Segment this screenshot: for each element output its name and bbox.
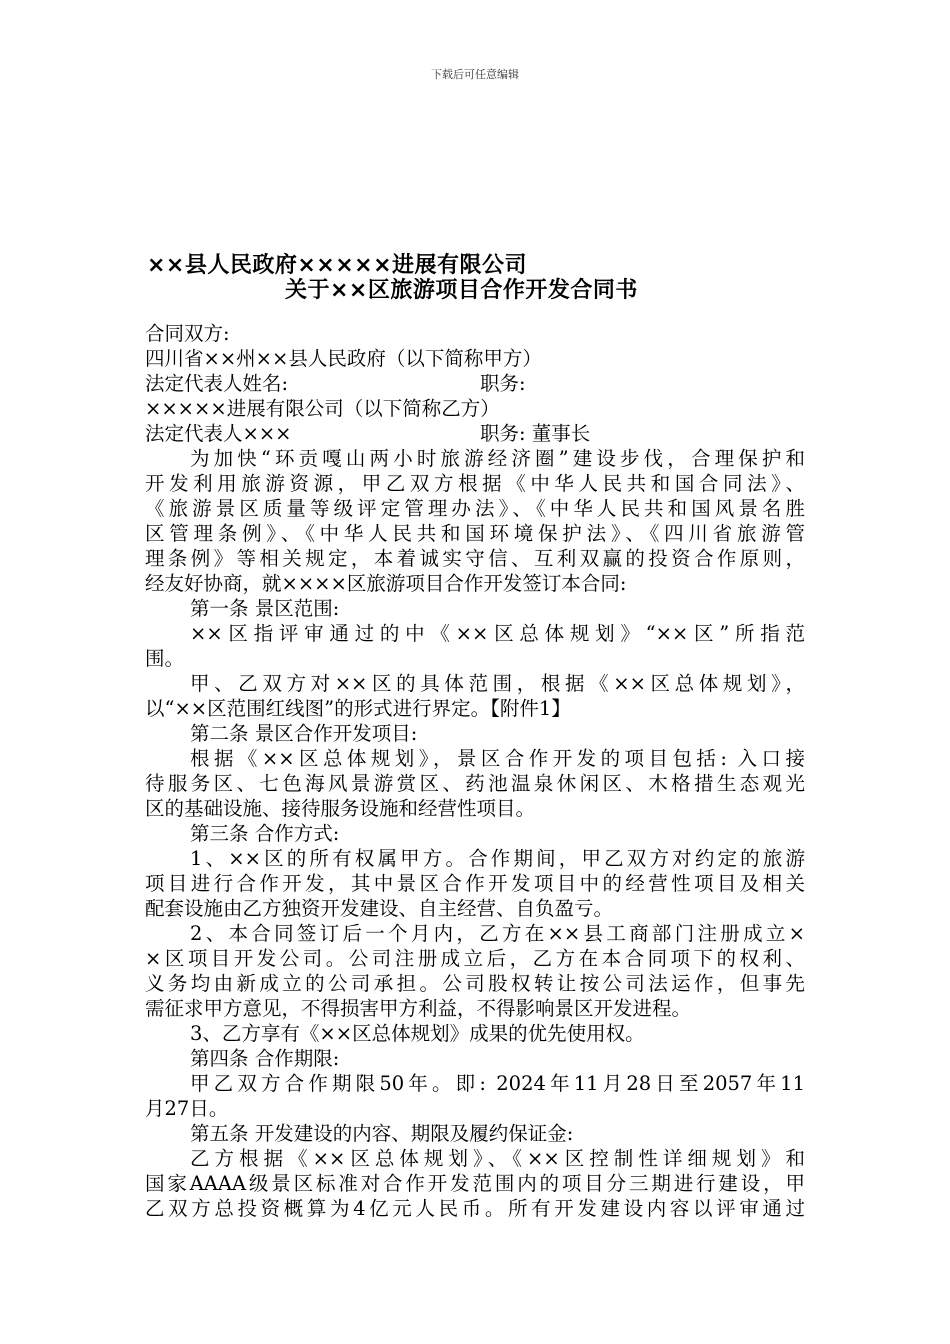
parties-heading: 合同双方: xyxy=(145,322,230,345)
body-line: 根据《××区总体规划》，景区合作开发的项目包括: 入口接 xyxy=(190,747,805,770)
article-heading: 第五条 开发建设的内容、期限及履约保证金: xyxy=(190,1122,574,1145)
body-line: 甲乙双方合作期限50年。即: 2024年11月28日至2057年11 xyxy=(190,1072,805,1095)
body-line: 《旅游景区质量等级评定管理办法》、《中华人民共和国风景名胜 xyxy=(145,497,805,520)
body-line: 以“××区范围红线图”的形式进行界定。【附件1】 xyxy=(145,697,571,720)
body-line: 围。 xyxy=(145,647,185,670)
body-line: 配套设施由乙方独资开发建设、自主经营、自负盈亏。 xyxy=(145,897,614,920)
body-line: 理条例》等相关规定，本着诚实守信、互利双赢的投资合作原则， xyxy=(145,547,805,570)
body-line: 国家AAAA级景区标准对合作开发范围内的项目分三期进行建设，甲 xyxy=(145,1172,805,1195)
party-a-rep-label: 法定代表人姓名: xyxy=(145,372,289,395)
article-heading: 第一条 景区范围: xyxy=(190,597,340,620)
party-a-name: 四川省××州××县人民政府（以下简称甲方） xyxy=(145,347,542,370)
body-line: 区管理条例》、《中华人民共和国环境保护法》、《四川省旅游管 xyxy=(145,522,805,545)
document-title-line-1: ××县人民政府×××××进展有限公司 xyxy=(147,253,528,278)
body-line: 为加快“环贡嘎山两小时旅游经济圈”建设步伐，合理保护和 xyxy=(190,447,805,470)
document-title-line-2: 关于××区旅游项目合作开发合同书 xyxy=(285,278,638,303)
body-line: 1、××区的所有权属甲方。合作期间，甲乙双方对约定的旅游 xyxy=(190,847,805,870)
body-line: 甲、乙双方对××区的具体范围，根据《××区总体规划》， xyxy=(190,672,805,695)
body-line: 需征求甲方意见，不得损害甲方利益，不得影响景区开发进程。 xyxy=(145,997,692,1020)
body-line: 义务均由新成立的公司承担。公司股权转让按公司法运作，但事先 xyxy=(145,972,805,995)
body-line: 待服务区、七色海风景游赏区、药池温泉休闲区、木格措生态观光 xyxy=(145,772,805,795)
party-b-name: ×××××进展有限公司（以下简称乙方） xyxy=(145,397,500,420)
header-note: 下载后可任意编辑 xyxy=(431,68,519,81)
body-line: 项目进行合作开发，其中景区合作开发项目中的经营性项目及相关 xyxy=(145,872,805,895)
party-b-representative-row xyxy=(145,422,805,446)
body-line: 开发利用旅游资源，甲乙双方根据《中华人民共和国合同法》、 xyxy=(145,472,805,495)
body-line: 区的基础设施、接待服务设施和经营性项目。 xyxy=(145,797,536,820)
body-line: 乙双方总投资概算为4亿元人民币。所有开发建设内容以评审通过 xyxy=(145,1197,805,1220)
party-a-representative-row xyxy=(145,372,805,396)
party-b-position: 职务: 董事长 xyxy=(480,422,591,445)
body-line: 2、本合同签订后一个月内，乙方在××县工商部门注册成立× xyxy=(190,922,805,945)
article-heading: 第三条 合作方式: xyxy=(190,822,340,845)
body-line: 经友好协商，就××××区旅游项目合作开发签订本合同: xyxy=(145,572,627,595)
body-line: 乙方根据《××区总体规划》、《××区控制性详细规划》和 xyxy=(190,1147,805,1170)
body-line: ×区项目开发公司。公司注册成立后，乙方在本合同项下的权利、 xyxy=(145,947,805,970)
party-b-rep: 法定代表人××× xyxy=(145,422,292,445)
article-heading: 第四条 合作期限: xyxy=(190,1047,340,1070)
body-line: 月27日。 xyxy=(145,1097,229,1120)
body-line: 3、乙方享有《××区总体规划》成果的优先使用权。 xyxy=(190,1022,645,1045)
party-a-position-label: 职务: xyxy=(480,372,526,395)
article-heading: 第二条 景区合作开发项目: xyxy=(190,722,418,745)
body-line: ××区指评审通过的中《××区总体规划》“××区”所指范 xyxy=(190,622,805,645)
